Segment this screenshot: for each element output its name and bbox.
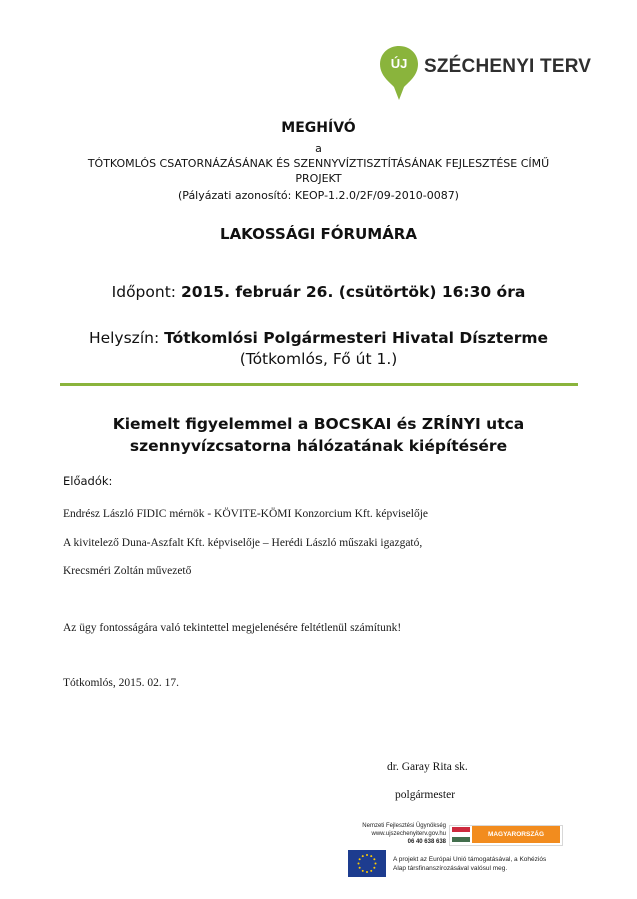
speakers-label: Előadók:	[63, 474, 113, 488]
eu-line-1: A projekt az Európai Unió támogatásával, a Kohéziós	[393, 856, 547, 863]
place-value: Tótkomlósi Polgármesteri Hivatal Díszterme	[164, 329, 549, 347]
hungarian-flag-icon	[452, 827, 470, 842]
signatory-name: dr. Garay Rita sk.	[387, 761, 468, 773]
eu-star	[359, 858, 361, 860]
title-connector: a	[315, 142, 322, 155]
place-address: (Tótkomlós, Fő út 1.)	[239, 350, 398, 368]
agency-url: www.ujszechenyiterv.gov.hu	[371, 831, 446, 837]
eu-star	[359, 867, 361, 869]
eu-star	[373, 867, 375, 869]
time-value: 2015. február 26. (csütörtök) 16:30 óra	[180, 283, 526, 301]
appeal-text: Az ügy fontosságára való tekintettel megjelenésére feltétlenül számítunk!	[63, 622, 402, 634]
eu-support-text	[393, 855, 546, 873]
map-pin-logo-icon	[380, 46, 418, 100]
eu-star	[370, 855, 372, 857]
forum-heading: LAKOSSÁGI FÓRUMÁRA	[220, 225, 417, 243]
event-time	[0, 283, 637, 301]
time-label: Időpont:	[111, 283, 176, 301]
section-divider	[60, 383, 578, 386]
mm-label: MAGYARORSZÁG MEGÚJUL	[472, 826, 560, 843]
eu-star	[366, 854, 368, 856]
project-id: (Pályázati azonosító: KEOP-1.2.0/2F/09-2010-0087)	[178, 189, 459, 202]
agency-name: Nemzeti Fejlesztési Ügynökség	[362, 823, 446, 829]
project-title-line-1: TÓTKOMLÓS CSATORNÁZÁSÁNAK ÉS SZENNYVÍZTISZTÍTÁSÁNAK FEJLESZTÉSE CÍMŰ	[87, 157, 550, 170]
eu-line-2: Alap társfinanszírozásával valósul meg.	[393, 865, 508, 872]
place-label: Helyszín:	[88, 329, 160, 347]
eu-star	[366, 871, 368, 873]
eu-star	[358, 863, 360, 865]
project-title	[0, 156, 637, 186]
logo-badge-text: ÚJ	[390, 56, 408, 71]
eu-star	[362, 870, 364, 872]
topic-heading	[0, 413, 637, 457]
eu-star	[362, 855, 364, 857]
logo-text: SZÉCHENYI TERV	[424, 56, 592, 77]
agency-phone: 06 40 638 638	[407, 839, 446, 845]
eu-star	[370, 870, 372, 872]
speaker-item: A kivitelező Duna-Aszfalt Kft. képviselője – Herédi László műszaki igazgató,	[63, 537, 423, 549]
topic-line-1: Kiemelt figyelemmel a BOCSKAI és ZRÍNYI utca	[112, 415, 525, 433]
project-title-line-2: PROJEKT	[295, 172, 342, 185]
signatory-role: polgármester	[395, 789, 456, 801]
speaker-item: Endrész László FIDIC mérnök - KÖVITE-KÖMI Konzorcium Kft. képviselője	[63, 508, 429, 520]
topic-line-2: szennyvízcsatorna hálózatának kiépítésére	[129, 437, 508, 455]
document-date: Tótkomlós, 2015. 02. 17.	[63, 677, 179, 689]
eu-star	[375, 863, 377, 865]
event-place	[0, 328, 637, 370]
invitation-title: MEGHÍVÓ	[281, 120, 356, 136]
eu-star	[373, 858, 375, 860]
speaker-item: Krecsméri Zoltán művezető	[63, 565, 192, 577]
agency-block	[336, 822, 446, 846]
eu-flag-icon	[348, 850, 386, 877]
